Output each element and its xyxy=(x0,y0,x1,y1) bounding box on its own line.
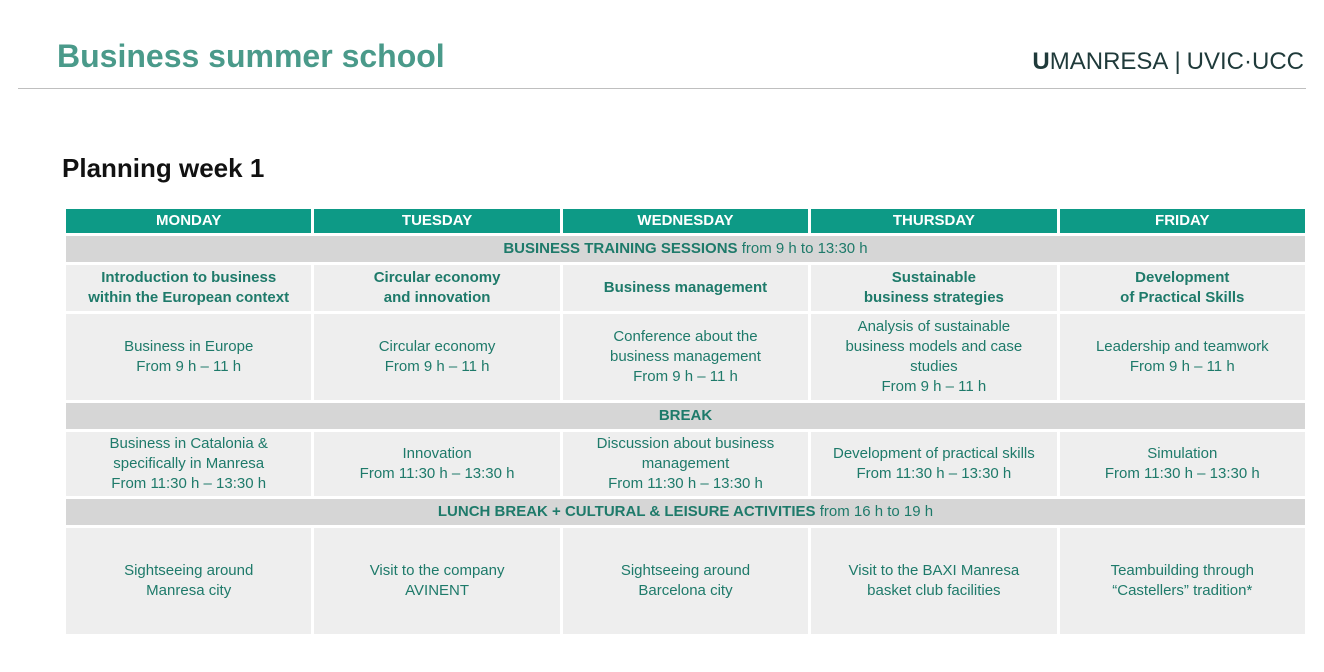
cell-line: of Practical Skills xyxy=(1120,289,1245,306)
training-band-row xyxy=(65,235,1307,264)
activity-cell-friday xyxy=(1058,527,1306,636)
activity-cell-thursday xyxy=(810,527,1058,636)
topic-cell-tuesday xyxy=(313,264,561,313)
lunch-band-time: from 16 h to 19 h xyxy=(815,503,934,520)
cell-line: Manresa city xyxy=(146,582,232,599)
training-band-time: from 9 h to 13:30 h xyxy=(737,240,868,257)
cell-line: Business in Europe xyxy=(124,338,254,355)
logo-uvic-ucc: UVIC·UCC xyxy=(1186,48,1304,75)
cell-line: and innovation xyxy=(383,289,491,306)
cell-line: Development of practical skills xyxy=(832,445,1035,462)
session2-cell-friday xyxy=(1058,431,1306,498)
session2-cell-tuesday xyxy=(313,431,561,498)
cell-line: Barcelona city xyxy=(638,582,733,599)
training-band-label: BUSINESS TRAINING SESSIONS xyxy=(503,240,738,257)
section-title: Planning week 1 xyxy=(62,153,265,183)
cell-line: Teambuilding through xyxy=(1110,562,1254,579)
day-header-wednesday: WEDNESDAY xyxy=(561,208,809,235)
cell-line: From 9 h – 11 h xyxy=(633,368,738,385)
cell-line: business management xyxy=(610,348,761,365)
cell-line: Conference about the xyxy=(613,328,758,345)
cell-line: From 11:30 h – 13:30 h xyxy=(856,465,1012,482)
session1-row xyxy=(65,313,1307,402)
cell-line: Business management xyxy=(603,279,768,296)
session1-cell-thursday xyxy=(810,313,1058,402)
break-band: BREAK xyxy=(65,402,1307,431)
cell-line: From 9 h – 11 h xyxy=(881,378,987,395)
cell-line: Simulation xyxy=(1147,445,1218,462)
day-header-row xyxy=(65,208,1307,235)
cell-line: Development xyxy=(1135,269,1230,286)
day-header-tuesday: TUESDAY xyxy=(313,208,561,235)
topic-cell-friday xyxy=(1058,264,1306,313)
cell-line: From 11:30 h – 13:30 h xyxy=(608,475,763,492)
cell-line: Discussion about business xyxy=(596,435,775,452)
cell-line: Circular economy xyxy=(373,269,501,286)
day-header-monday: MONDAY xyxy=(65,208,313,235)
activity-cell-wednesday xyxy=(561,527,809,636)
lunch-band-row xyxy=(65,498,1307,527)
session1-cell-wednesday xyxy=(561,313,809,402)
page-title: Business summer school xyxy=(57,38,445,74)
cell-line: Introduction to business xyxy=(101,269,277,286)
topic-cell-wednesday xyxy=(561,264,809,313)
session1-cell-monday xyxy=(65,313,313,402)
session2-cell-wednesday xyxy=(561,431,809,498)
session2-row xyxy=(65,431,1307,498)
cell-line: Visit to the BAXI Manresa xyxy=(848,562,1020,579)
cell-line: Business in Catalonia & xyxy=(109,435,268,452)
session1-cell-friday xyxy=(1058,313,1306,402)
cell-line: AVINENT xyxy=(405,582,470,599)
activity-cell-monday xyxy=(65,527,313,636)
cell-line: Sustainable xyxy=(891,269,976,286)
day-header-thursday: THURSDAY xyxy=(810,208,1058,235)
cell-line: studies xyxy=(910,358,958,375)
session1-cell-tuesday xyxy=(313,313,561,402)
cell-line: business models and case xyxy=(845,338,1023,355)
cell-line: Visit to the company xyxy=(369,562,505,579)
cell-line: specifically in Manresa xyxy=(113,455,265,472)
logo-u: U xyxy=(1032,48,1050,75)
cell-line: Innovation xyxy=(402,445,472,462)
topic-cell-monday xyxy=(65,264,313,313)
activity-cell-tuesday xyxy=(313,527,561,636)
lunch-band-label: LUNCH BREAK + CULTURAL & LEISURE ACTIVITIES xyxy=(437,503,816,520)
cell-line: From 11:30 h – 13:30 h xyxy=(1104,465,1260,482)
day-header-friday: FRIDAY xyxy=(1058,208,1306,235)
cell-line: Leadership and teamwork xyxy=(1095,338,1269,355)
logo-separator: | xyxy=(1174,48,1181,75)
cell-line: “Castellers” tradition* xyxy=(1112,582,1253,599)
session2-cell-monday xyxy=(65,431,313,498)
header-divider xyxy=(18,88,1306,89)
cell-line: Sightseeing around xyxy=(620,562,751,579)
cell-line: From 9 h – 11 h xyxy=(136,358,242,375)
cell-line: within the European context xyxy=(88,289,290,306)
cell-line: From 9 h – 11 h xyxy=(384,358,490,375)
cell-line: Circular economy xyxy=(378,338,496,355)
planning-table xyxy=(63,206,1308,637)
lunch-band xyxy=(65,498,1307,527)
cell-line: Analysis of sustainable xyxy=(857,318,1011,335)
umanresa-uvic-ucc-logo xyxy=(1032,48,1304,76)
cell-line: From 11:30 h – 13:30 h xyxy=(111,475,267,492)
session2-cell-thursday xyxy=(810,431,1058,498)
topic-row xyxy=(65,264,1307,313)
cell-line: From 11:30 h – 13:30 h xyxy=(359,465,515,482)
training-band xyxy=(65,235,1307,264)
break-band-row xyxy=(65,402,1307,431)
cell-line: Sightseeing around xyxy=(124,562,254,579)
logo-manresa: MANRESA xyxy=(1049,48,1169,75)
activities-row xyxy=(65,527,1307,636)
cell-line: From 9 h – 11 h xyxy=(1129,358,1235,375)
cell-line: business strategies xyxy=(863,289,1004,306)
cell-line: management xyxy=(641,455,730,472)
topic-cell-thursday xyxy=(810,264,1058,313)
cell-line: basket club facilities xyxy=(867,582,1001,599)
